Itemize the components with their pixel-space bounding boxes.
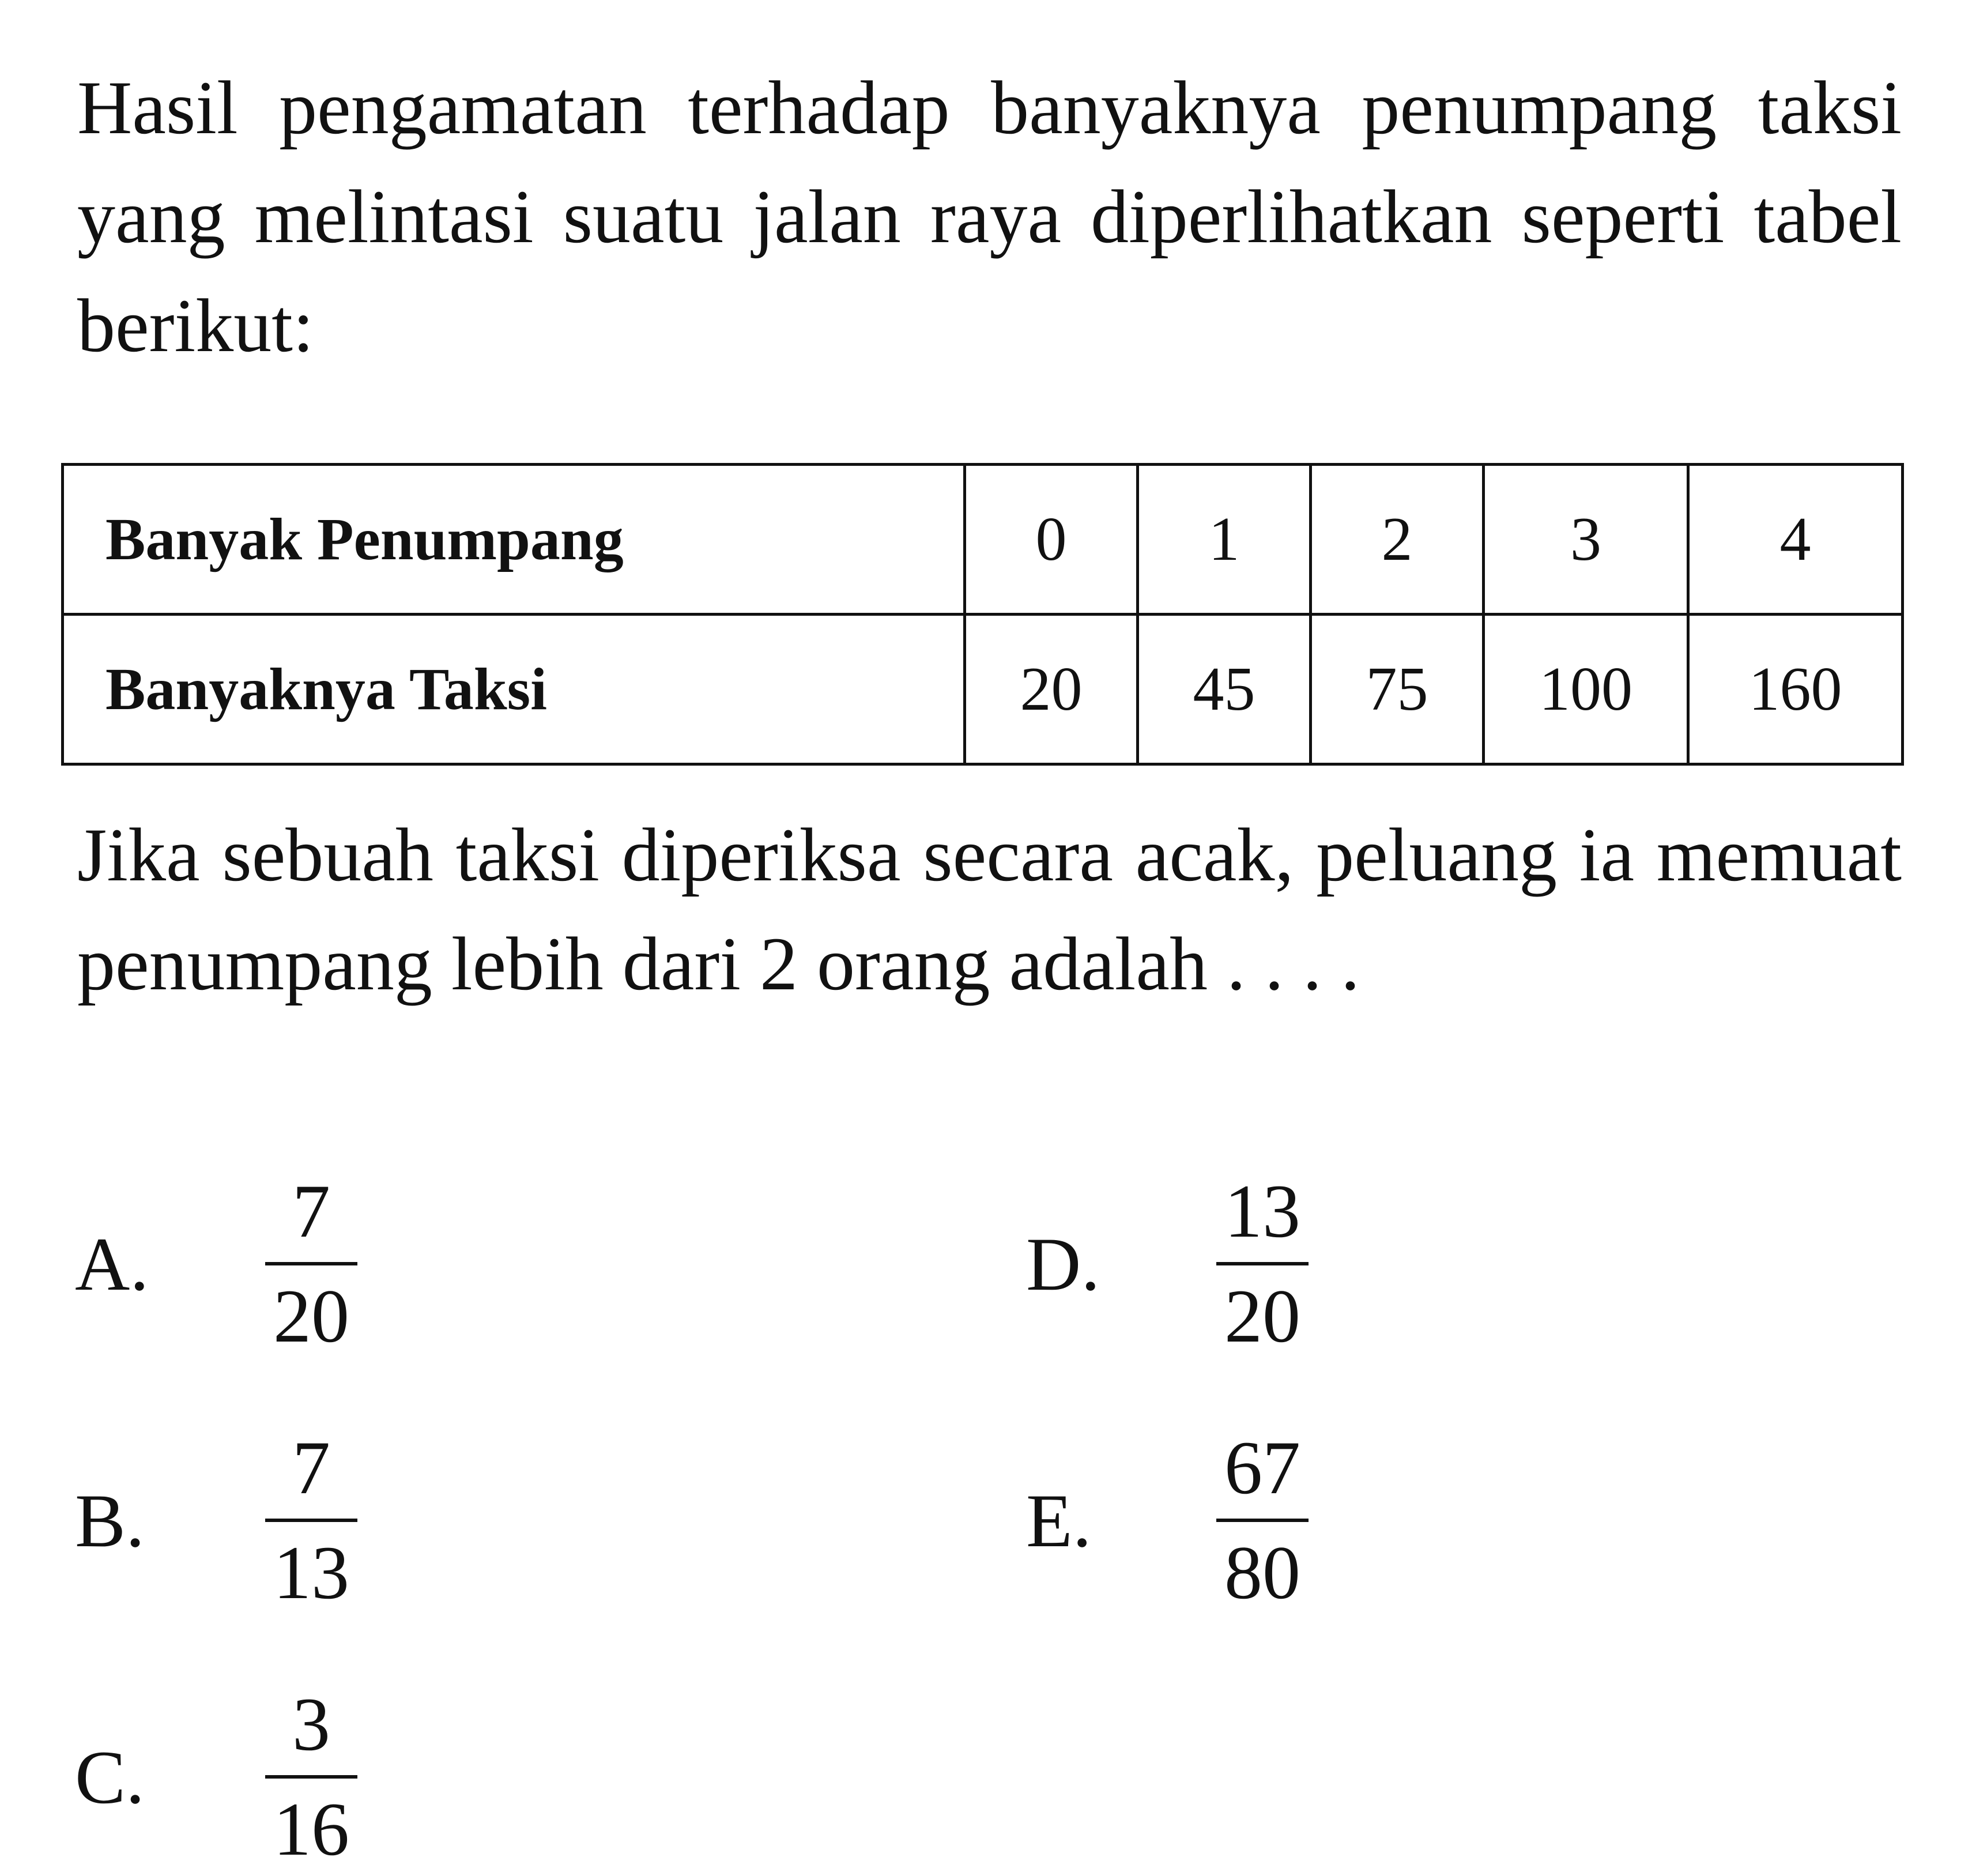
option-b[interactable] [75,1425,357,1615]
table-cell: 20 [965,615,1138,764]
option-letter: D. [1026,1221,1100,1306]
table-row [63,615,1903,764]
numerator: 7 [292,1425,330,1510]
fraction [265,1169,357,1358]
intro-paragraph: Hasil pengamatan terhadap banyaknya penumpang taksi yang melintasi suatu jalan raya diperlihatkan seperti tabel berikut: [77,65,1902,368]
option-e[interactable] [1026,1425,1309,1615]
table-cell: 2 [1311,465,1484,615]
table-cell: 75 [1311,615,1484,764]
fraction [265,1425,357,1615]
option-letter: B. [75,1478,145,1563]
table-cell: 0 [965,465,1138,615]
option-d[interactable] [1026,1169,1309,1358]
row-header-taxis: Banyaknya Taksi [63,615,965,764]
table-cell: 45 [1138,615,1311,764]
table-cell: 1 [1138,465,1311,615]
fraction [265,1682,357,1871]
table-cell: 4 [1688,465,1903,615]
option-a[interactable] [75,1169,357,1358]
row-header-passengers: Banyak Penumpang [63,465,965,615]
option-c[interactable] [75,1682,357,1871]
option-letter: A. [75,1221,149,1306]
denominator: 20 [265,1262,357,1354]
denominator: 16 [265,1775,357,1867]
table-cell: 100 [1484,615,1688,764]
denominator: 20 [1216,1262,1309,1354]
numerator: 3 [292,1682,330,1766]
option-letter: E. [1026,1478,1092,1563]
denominator: 13 [265,1519,357,1611]
denominator: 80 [1216,1519,1309,1611]
table-row [63,465,1903,615]
question-paragraph: Jika sebuah taksi diperiksa secara acak, peluang ia memuat penumpang lebih dari 2 orang adalah . . . . [77,812,1902,1006]
numerator: 67 [1224,1425,1300,1510]
fraction [1216,1425,1309,1615]
table-cell: 160 [1688,615,1903,764]
table-cell: 3 [1484,465,1688,615]
passenger-table [61,463,1904,766]
fraction [1216,1169,1309,1358]
option-letter: C. [75,1734,145,1820]
numerator: 13 [1224,1169,1300,1253]
numerator: 7 [292,1169,330,1253]
